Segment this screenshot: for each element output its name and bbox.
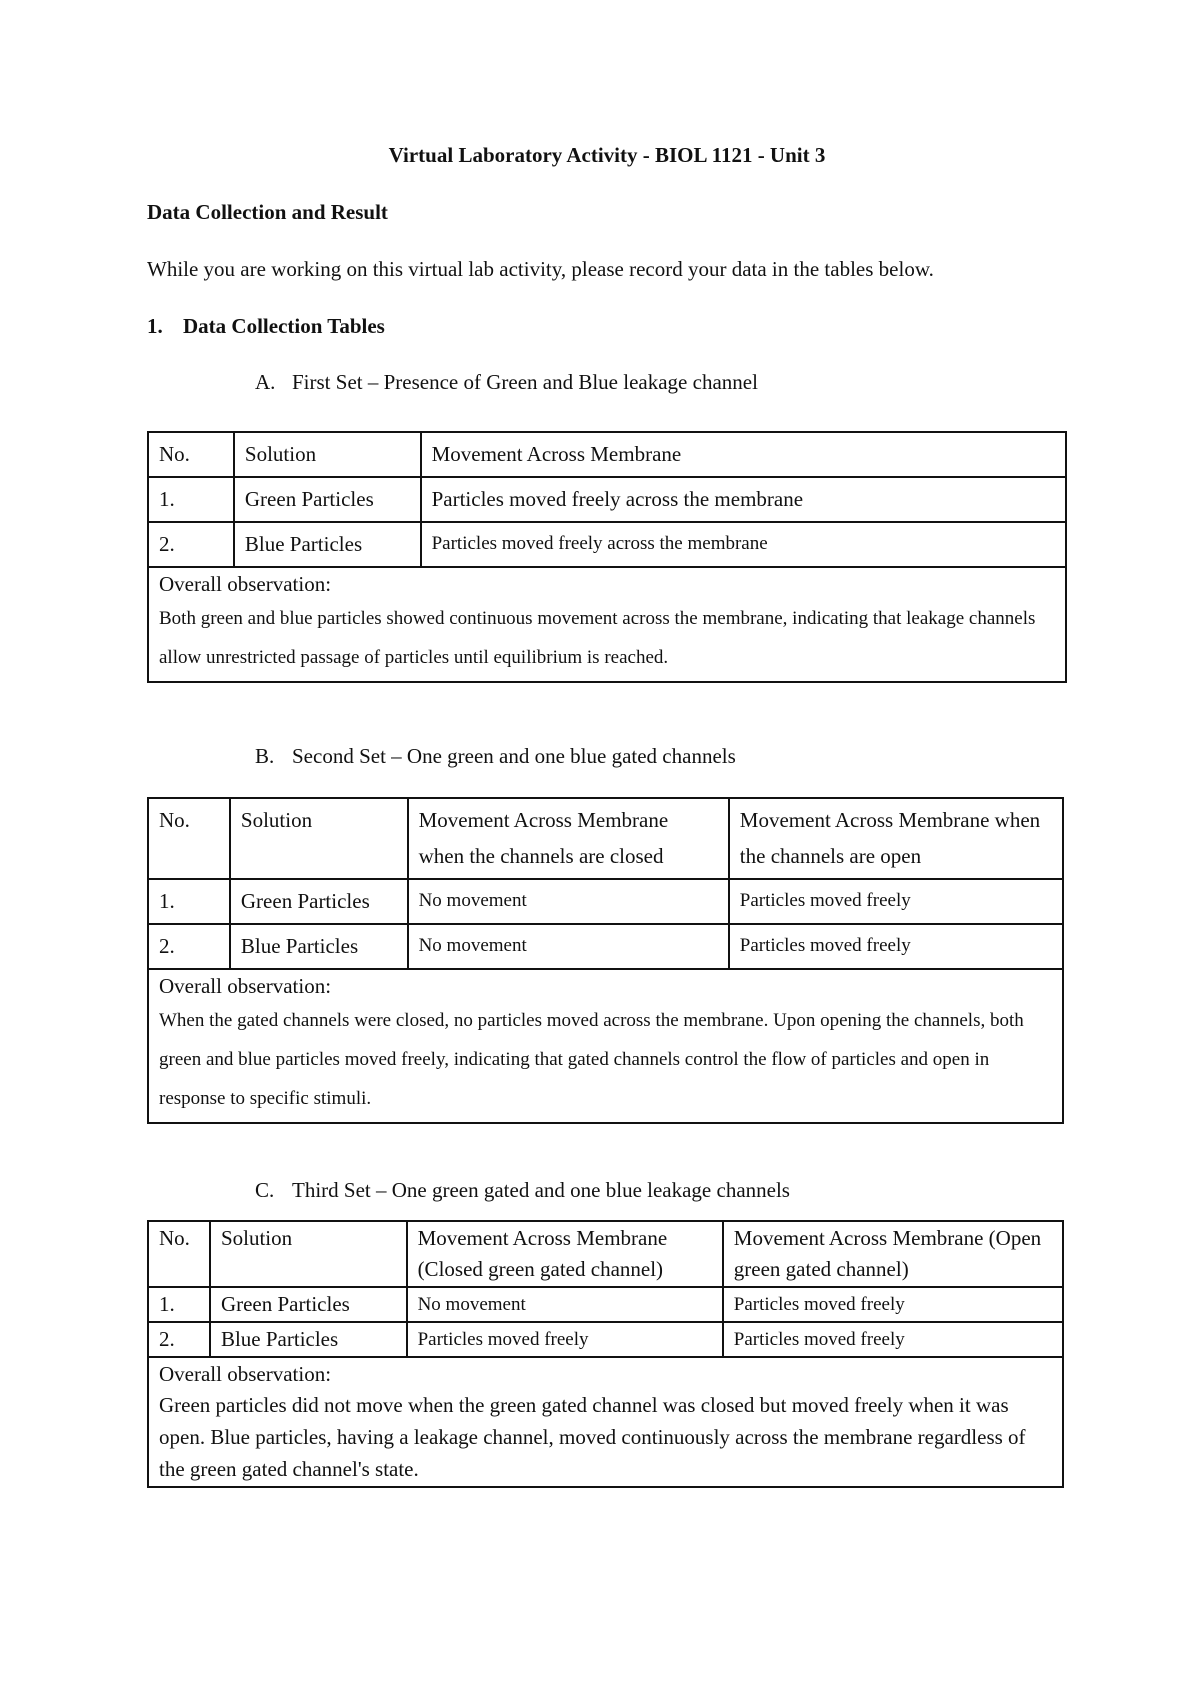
set-b-heading-text: Second Set – One green and one blue gated channels — [292, 744, 736, 768]
intro-paragraph: While you are working on this virtual lab activity, please record your data in the tables below. — [147, 257, 934, 281]
table-cell: Particles moved freely — [723, 1287, 1063, 1322]
observation-row — [148, 969, 1063, 1123]
observation-text: Both green and blue particles showed continuous movement across the membrane, indicating that leakage channels allow unrestricted passage of particles until equilibrium is reached. — [159, 608, 1036, 668]
observation-text: When the gated channels were closed, no particles moved across the membrane. Upon opening the channels, both green and blue particles moved freely, indicating that gated channels control the flow of particles and open in response to specific stimuli. — [159, 1010, 1024, 1109]
header-cell: Movement Across Membrane (Open green gated channel) — [723, 1221, 1063, 1287]
table-header-row — [148, 798, 1063, 879]
table-row — [148, 1322, 1063, 1357]
header-cell: Movement Across Membrane when the channels are open — [729, 798, 1063, 879]
observation-cell — [148, 969, 1063, 1123]
table-cell: 1. — [148, 477, 234, 522]
table-cell: Particles moved freely across the membrane — [421, 477, 1066, 522]
set-a-heading — [255, 370, 758, 395]
observation-cell — [148, 1357, 1063, 1487]
observation-label: Overall observation: — [159, 572, 332, 596]
table-cell: Blue Particles — [210, 1322, 407, 1357]
section-heading: Data Collection and Result — [147, 200, 388, 224]
table-cell: 2. — [148, 924, 230, 969]
observation-row — [148, 567, 1066, 682]
table-cell: Particles moved freely — [407, 1322, 723, 1357]
list-heading-number: 1. — [147, 314, 163, 338]
table-cell: 2. — [148, 1322, 210, 1357]
table-header-row — [148, 432, 1066, 477]
document-title: Virtual Laboratory Activity - BIOL 1121 - Unit 3 — [388, 143, 826, 167]
header-cell: Solution — [234, 432, 421, 477]
table-cell: No movement — [408, 924, 729, 969]
header-cell: Solution — [230, 798, 408, 879]
header-cell: No. — [148, 432, 234, 477]
table-cell: Blue Particles — [230, 924, 408, 969]
header-cell: No. — [148, 798, 230, 879]
table-row — [148, 1287, 1063, 1322]
table-cell: 2. — [148, 522, 234, 567]
table-header-row — [148, 1221, 1063, 1287]
table-cell: 1. — [148, 1287, 210, 1322]
table-cell: Green Particles — [210, 1287, 407, 1322]
table-cell: No movement — [407, 1287, 723, 1322]
observation-text: Green particles did not move when the green gated channel was closed but moved freely when it was open. Blue particles, having a leakage channel, moved continuously across the membrane regardless of the green gated channel's state. — [159, 1393, 1026, 1481]
table-cell: Blue Particles — [234, 522, 421, 567]
table-cell: Particles moved freely — [729, 879, 1063, 924]
set-b-letter: B. — [255, 744, 275, 768]
header-cell: Movement Across Membrane — [421, 432, 1066, 477]
header-cell: Movement Across Membrane (Closed green gated channel) — [407, 1221, 723, 1287]
set-a-letter: A. — [255, 370, 276, 394]
set-c-heading — [255, 1178, 790, 1203]
table-cell: No movement — [408, 879, 729, 924]
table-cell: Particles moved freely across the membrane — [421, 522, 1066, 567]
set-b-heading — [255, 744, 736, 769]
table-cell: Green Particles — [234, 477, 421, 522]
table-row — [148, 477, 1066, 522]
table-row — [148, 924, 1063, 969]
set-a-heading-text: First Set – Presence of Green and Blue leakage channel — [292, 370, 758, 394]
set-c-table — [147, 1220, 1064, 1488]
set-c-heading-text: Third Set – One green gated and one blue leakage channels — [292, 1178, 790, 1202]
list-heading — [147, 314, 385, 339]
observation-row — [148, 1357, 1063, 1487]
table-cell: Particles moved freely — [723, 1322, 1063, 1357]
observation-cell — [148, 567, 1066, 682]
table-row — [148, 879, 1063, 924]
set-a-table — [147, 431, 1067, 683]
list-heading-text: Data Collection Tables — [183, 314, 385, 338]
table-cell: 1. — [148, 879, 230, 924]
header-cell: Movement Across Membrane when the channels are closed — [408, 798, 729, 879]
header-cell: No. — [148, 1221, 210, 1287]
set-b-table — [147, 797, 1064, 1124]
header-cell: Solution — [210, 1221, 407, 1287]
set-c-letter: C. — [255, 1178, 275, 1202]
table-cell: Particles moved freely — [729, 924, 1063, 969]
table-cell: Green Particles — [230, 879, 408, 924]
table-row — [148, 522, 1066, 567]
observation-label: Overall observation: — [159, 974, 332, 998]
observation-label: Overall observation: — [159, 1362, 332, 1386]
